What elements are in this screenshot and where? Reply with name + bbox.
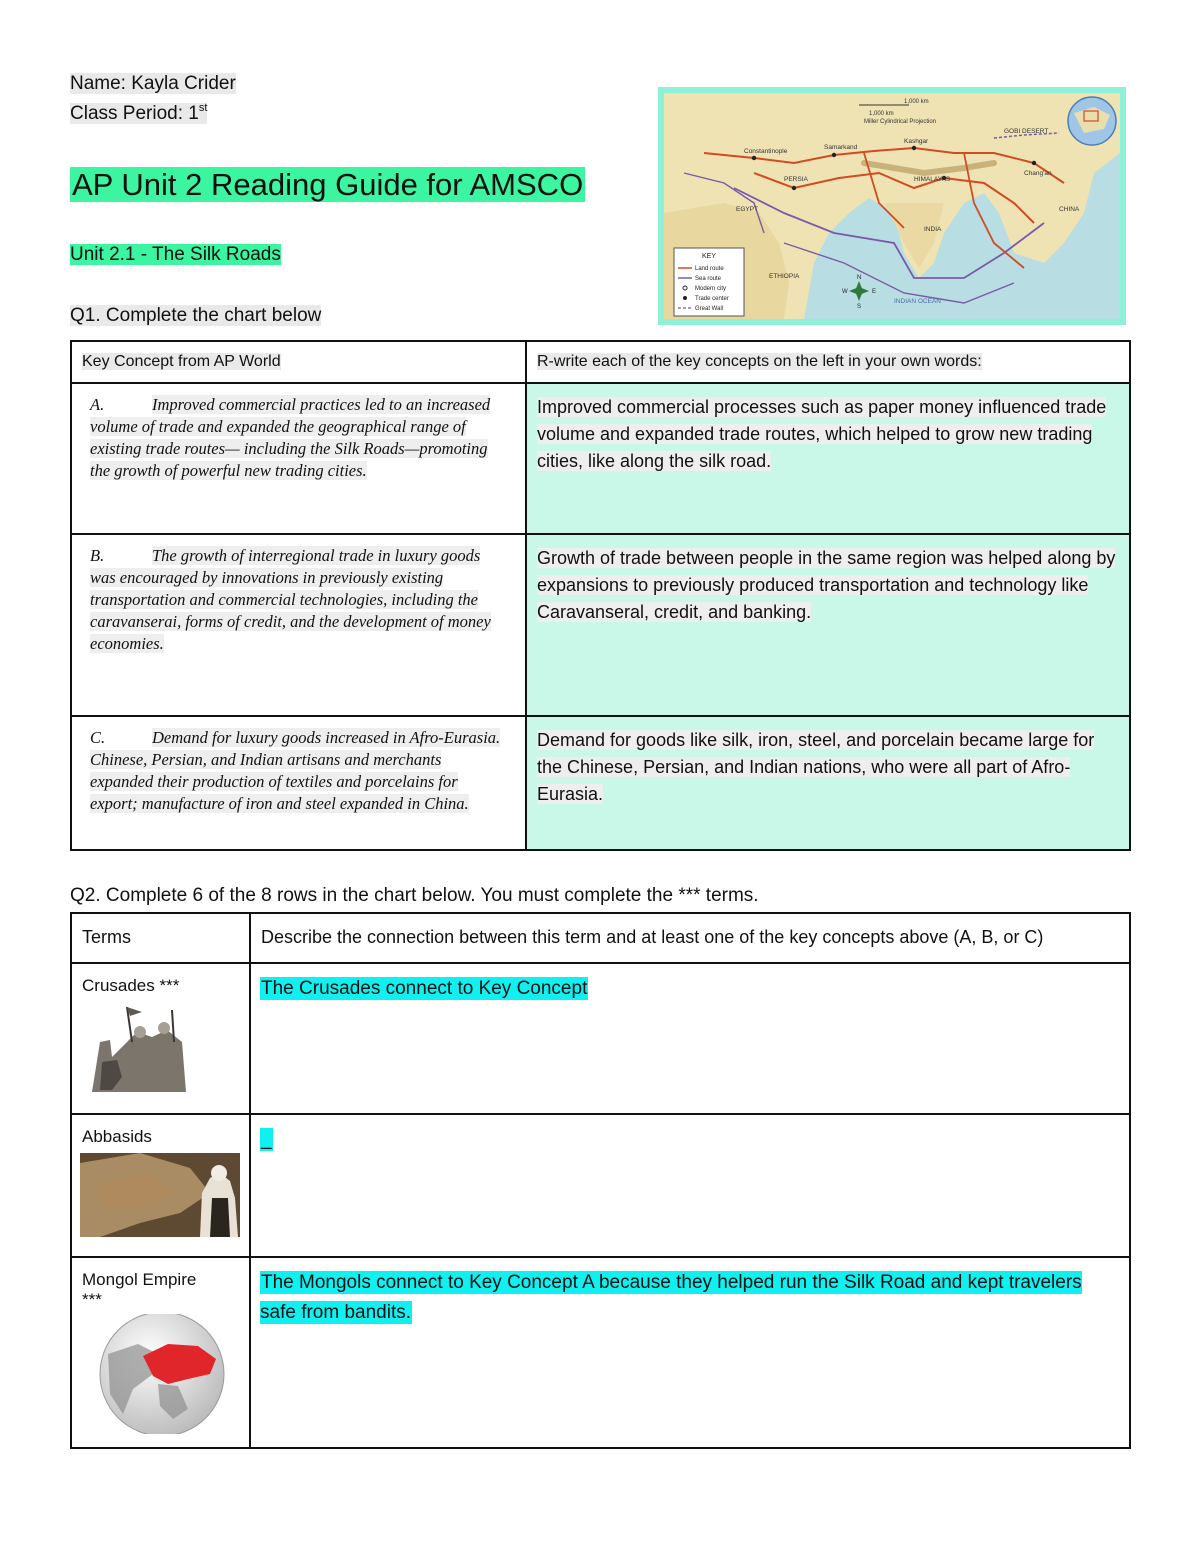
q2-header-terms: Terms bbox=[71, 913, 250, 963]
q2-table bbox=[70, 912, 1131, 1449]
class-period: Class Period: 1st bbox=[70, 102, 208, 124]
q2-header-describe: Describe the connection between this term and at least one of the key concepts above (A, B, or C) bbox=[250, 913, 1130, 963]
map-label: EGYPT bbox=[736, 206, 759, 213]
abbasids-image bbox=[80, 1153, 240, 1237]
mongol-globe-image bbox=[98, 1314, 228, 1434]
map-label: GOBI DESERT bbox=[1004, 128, 1049, 135]
map-key-title: KEY bbox=[702, 253, 717, 260]
q2-row-crusades bbox=[71, 963, 1130, 1114]
q2-answer-mongol-empire[interactable]: The Mongols connect to Key Concept A because they helped run the Silk Road and kept travelers safe from bandits. bbox=[250, 1257, 1130, 1448]
crusades-image bbox=[82, 1002, 192, 1094]
q2-row-mongol-empire bbox=[71, 1257, 1130, 1448]
q1-answer-b[interactable]: Growth of trade between people in the same region was helped along by expansions to previously produced transportation and technology like Caravanseral, credit, and banking. bbox=[526, 534, 1130, 716]
map-illustration bbox=[664, 93, 1120, 319]
map-city bbox=[752, 156, 756, 160]
map-key-item: Land route bbox=[695, 266, 724, 272]
q2-answer-crusades[interactable]: The Crusades connect to Key Concept bbox=[250, 963, 1130, 1114]
q1-concept-c: C. Demand for luxury goods increased in Afro-Eurasia. Chinese, Persian, and Indian artisans and merchants expanded their production of textiles and porcelains for export; manufacture of iron and steel expanded in China. bbox=[71, 716, 526, 850]
map-label: PERSIA bbox=[784, 176, 808, 183]
q2-term-abbasids bbox=[71, 1114, 250, 1257]
term-label: Crusades bbox=[82, 976, 155, 995]
q1-row-a bbox=[71, 383, 1130, 534]
map-city bbox=[1032, 161, 1036, 165]
svg-text:N: N bbox=[857, 275, 862, 281]
q2-term-crusades bbox=[71, 963, 250, 1114]
q2-header-row bbox=[71, 913, 1130, 963]
map-key-item: Great Wall bbox=[695, 306, 724, 312]
map-label: INDIAN OCEAN bbox=[894, 298, 941, 305]
q1-concept-a: A. Improved commercial practices led to an increased volume of trade and expanded the geographical range of existing trade routes— including the Silk Roads—promoting the growth of powerful new trading cities. bbox=[71, 383, 526, 534]
q1-header-row bbox=[71, 341, 1130, 383]
required-stars: *** bbox=[159, 976, 180, 995]
q1-header-rewrite: R-write each of the key concepts on the left in your own words: bbox=[526, 341, 1130, 383]
term-label: Abbasids bbox=[82, 1127, 152, 1146]
q1-header-concept: Key Concept from AP World bbox=[71, 341, 526, 383]
map-scale-label: 1,000 km bbox=[869, 111, 894, 117]
q1-concept-b: B. The growth of interregional trade in luxury goods was encouraged by innovations in previously existing transportation and commercial technologies, including the caravanserai, forms of credit, and the development of money economies. bbox=[71, 534, 526, 716]
svg-text:W: W bbox=[842, 289, 848, 295]
q1-row-c bbox=[71, 716, 1130, 850]
q2-prompt: Q2. Complete 6 of the 8 rows in the chart below. You must complete the *** terms. bbox=[70, 885, 759, 906]
map-globe-inset bbox=[1068, 97, 1116, 145]
map-label: Kashgar bbox=[904, 138, 929, 145]
q1-row-b bbox=[71, 534, 1130, 716]
section-subtitle: Unit 2.1 - The Silk Roads bbox=[70, 244, 281, 265]
map-label: CHINA bbox=[1059, 206, 1080, 213]
q2-term-mongol-empire bbox=[71, 1257, 250, 1448]
map-city bbox=[832, 153, 836, 157]
map-projection: Miller Cylindrical Projection bbox=[864, 119, 937, 125]
q1-answer-c[interactable]: Demand for goods like silk, iron, steel, and porcelain became large for the Chinese, Persian, and Indian nations, who were all part of Afro-Eurasia. bbox=[526, 716, 1130, 850]
q2-row-abbasids bbox=[71, 1114, 1130, 1257]
map-city bbox=[792, 186, 796, 190]
map-scale-label: 1,000 km bbox=[904, 99, 929, 105]
map-key-item: Sea route bbox=[695, 276, 722, 282]
map-label: Chang'an bbox=[1024, 170, 1052, 177]
map-label: ETHIOPIA bbox=[769, 273, 800, 280]
q1-prompt: Q1. Complete the chart below bbox=[70, 305, 322, 326]
silk-road-map bbox=[658, 87, 1126, 325]
student-name: Name: Kayla Crider bbox=[70, 73, 236, 94]
map-key-item: Modern city bbox=[695, 286, 727, 292]
map-label: Constantinople bbox=[744, 148, 788, 155]
svg-text:S: S bbox=[857, 304, 862, 310]
map-label: HIMALAYAS bbox=[914, 176, 951, 183]
map-label: Samarkand bbox=[824, 144, 858, 151]
map-label: INDIA bbox=[924, 226, 942, 233]
q2-answer-abbasids[interactable]: _ bbox=[250, 1114, 1130, 1257]
q1-table bbox=[70, 340, 1131, 851]
map-city bbox=[912, 146, 916, 150]
svg-text:E: E bbox=[872, 289, 877, 295]
q1-answer-a[interactable]: Improved commercial processes such as paper money influenced trade volume and expanded trade routes, which helped to grow new trading cities, like along the silk road. bbox=[526, 383, 1130, 534]
page-title: AP Unit 2 Reading Guide for AMSCO bbox=[72, 167, 584, 202]
term-label: Mongol Empire bbox=[82, 1270, 197, 1289]
map-key-item: Trade center bbox=[695, 296, 729, 302]
map-key-swatch bbox=[683, 296, 687, 300]
required-stars: *** bbox=[82, 1290, 102, 1309]
